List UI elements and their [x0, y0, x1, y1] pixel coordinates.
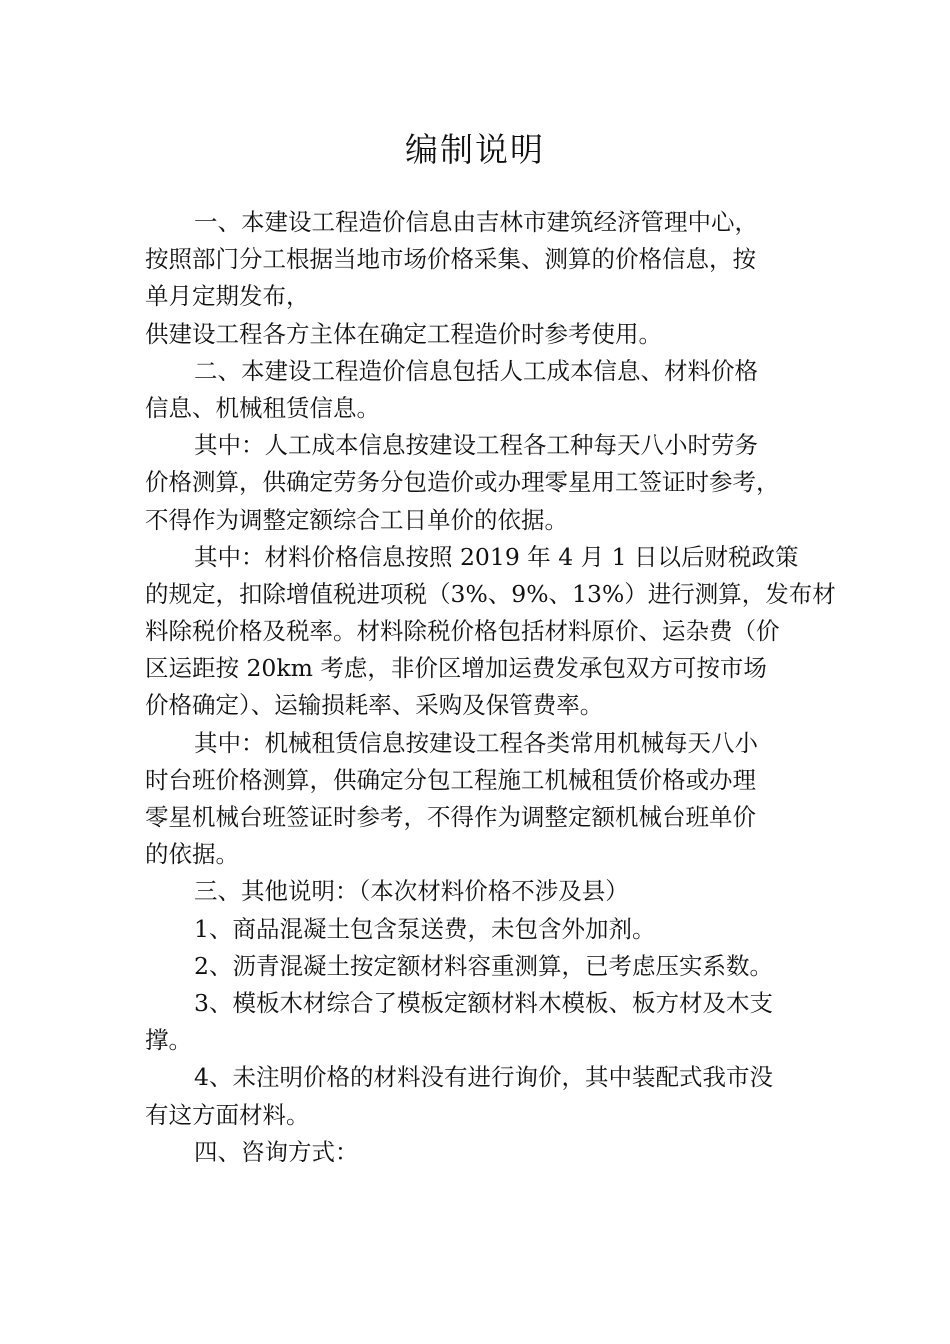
body-line: 的依据。 — [145, 840, 239, 869]
body-line: 时台班价格测算，供确定分包工程施工机械租赁价格或办理 — [145, 765, 756, 794]
body-line: 1、商品混凝土包含泵送费，未包含外加剂。 — [194, 914, 656, 943]
document-body — [145, 204, 836, 1171]
body-line: 区运距按 20km 考虑，非价区增加运费发承包双方可按市场 — [145, 654, 767, 683]
body-line: 单月定期发布， — [145, 282, 310, 311]
body-line: 撑。 — [145, 1026, 192, 1055]
body-line: 一、本建设工程造价信息由吉林市建筑经济管理中心， — [194, 208, 758, 236]
body-line: 其中：人工成本信息按建设工程各工种每天八小时劳务 — [194, 431, 758, 460]
body-line: 料除税价格及税率。材料除税价格包括材料原价、运杂费（价 — [145, 617, 780, 646]
body-line: 其中：材料价格信息按照 2019 年 4 月 1 日以后财税政策 — [194, 542, 799, 571]
document-title: 编制说明 — [405, 130, 545, 169]
body-line: 其中：机械租赁信息按建设工程各类常用机械每天八小 — [194, 728, 758, 757]
body-line: 2、沥青混凝土按定额材料容重测算，已考虑压实系数。 — [194, 951, 773, 980]
body-line: 有这方面材料。 — [145, 1100, 310, 1129]
body-line: 不得作为调整定额综合工日单价的依据。 — [145, 505, 568, 534]
body-line: 价格确定）、运输损耗率、采购及保管费率。 — [145, 691, 604, 720]
body-line: 零星机械台班签证时参考，不得作为调整定额机械台班单价 — [145, 803, 756, 831]
body-line: 的规定，扣除增值税进项税（3%、9%、13%）进行测算，发布材 — [145, 579, 836, 608]
body-line: 三、其他说明：（本次材料价格不涉及县） — [194, 877, 629, 906]
body-line: 二、本建设工程造价信息包括人工成本信息、材料价格 — [194, 356, 758, 385]
body-line: 3、模板木材综合了模板定额材料木模板、板方材及木支 — [194, 988, 773, 1017]
body-line: 价格测算，供确定劳务分包造价或办理零星用工签证时参考， — [145, 468, 780, 497]
body-line: 信息、机械租赁信息。 — [145, 393, 380, 422]
body-line: 供建设工程各方主体在确定工程造价时参考使用。 — [145, 319, 662, 348]
body-line: 四、咨询方式： — [194, 1137, 359, 1166]
body-line: 4、未注明价格的材料没有进行询价，其中装配式我市没 — [194, 1063, 773, 1092]
body-line: 按照部门分工根据当地市场价格采集、测算的价格信息，按 — [145, 245, 756, 274]
